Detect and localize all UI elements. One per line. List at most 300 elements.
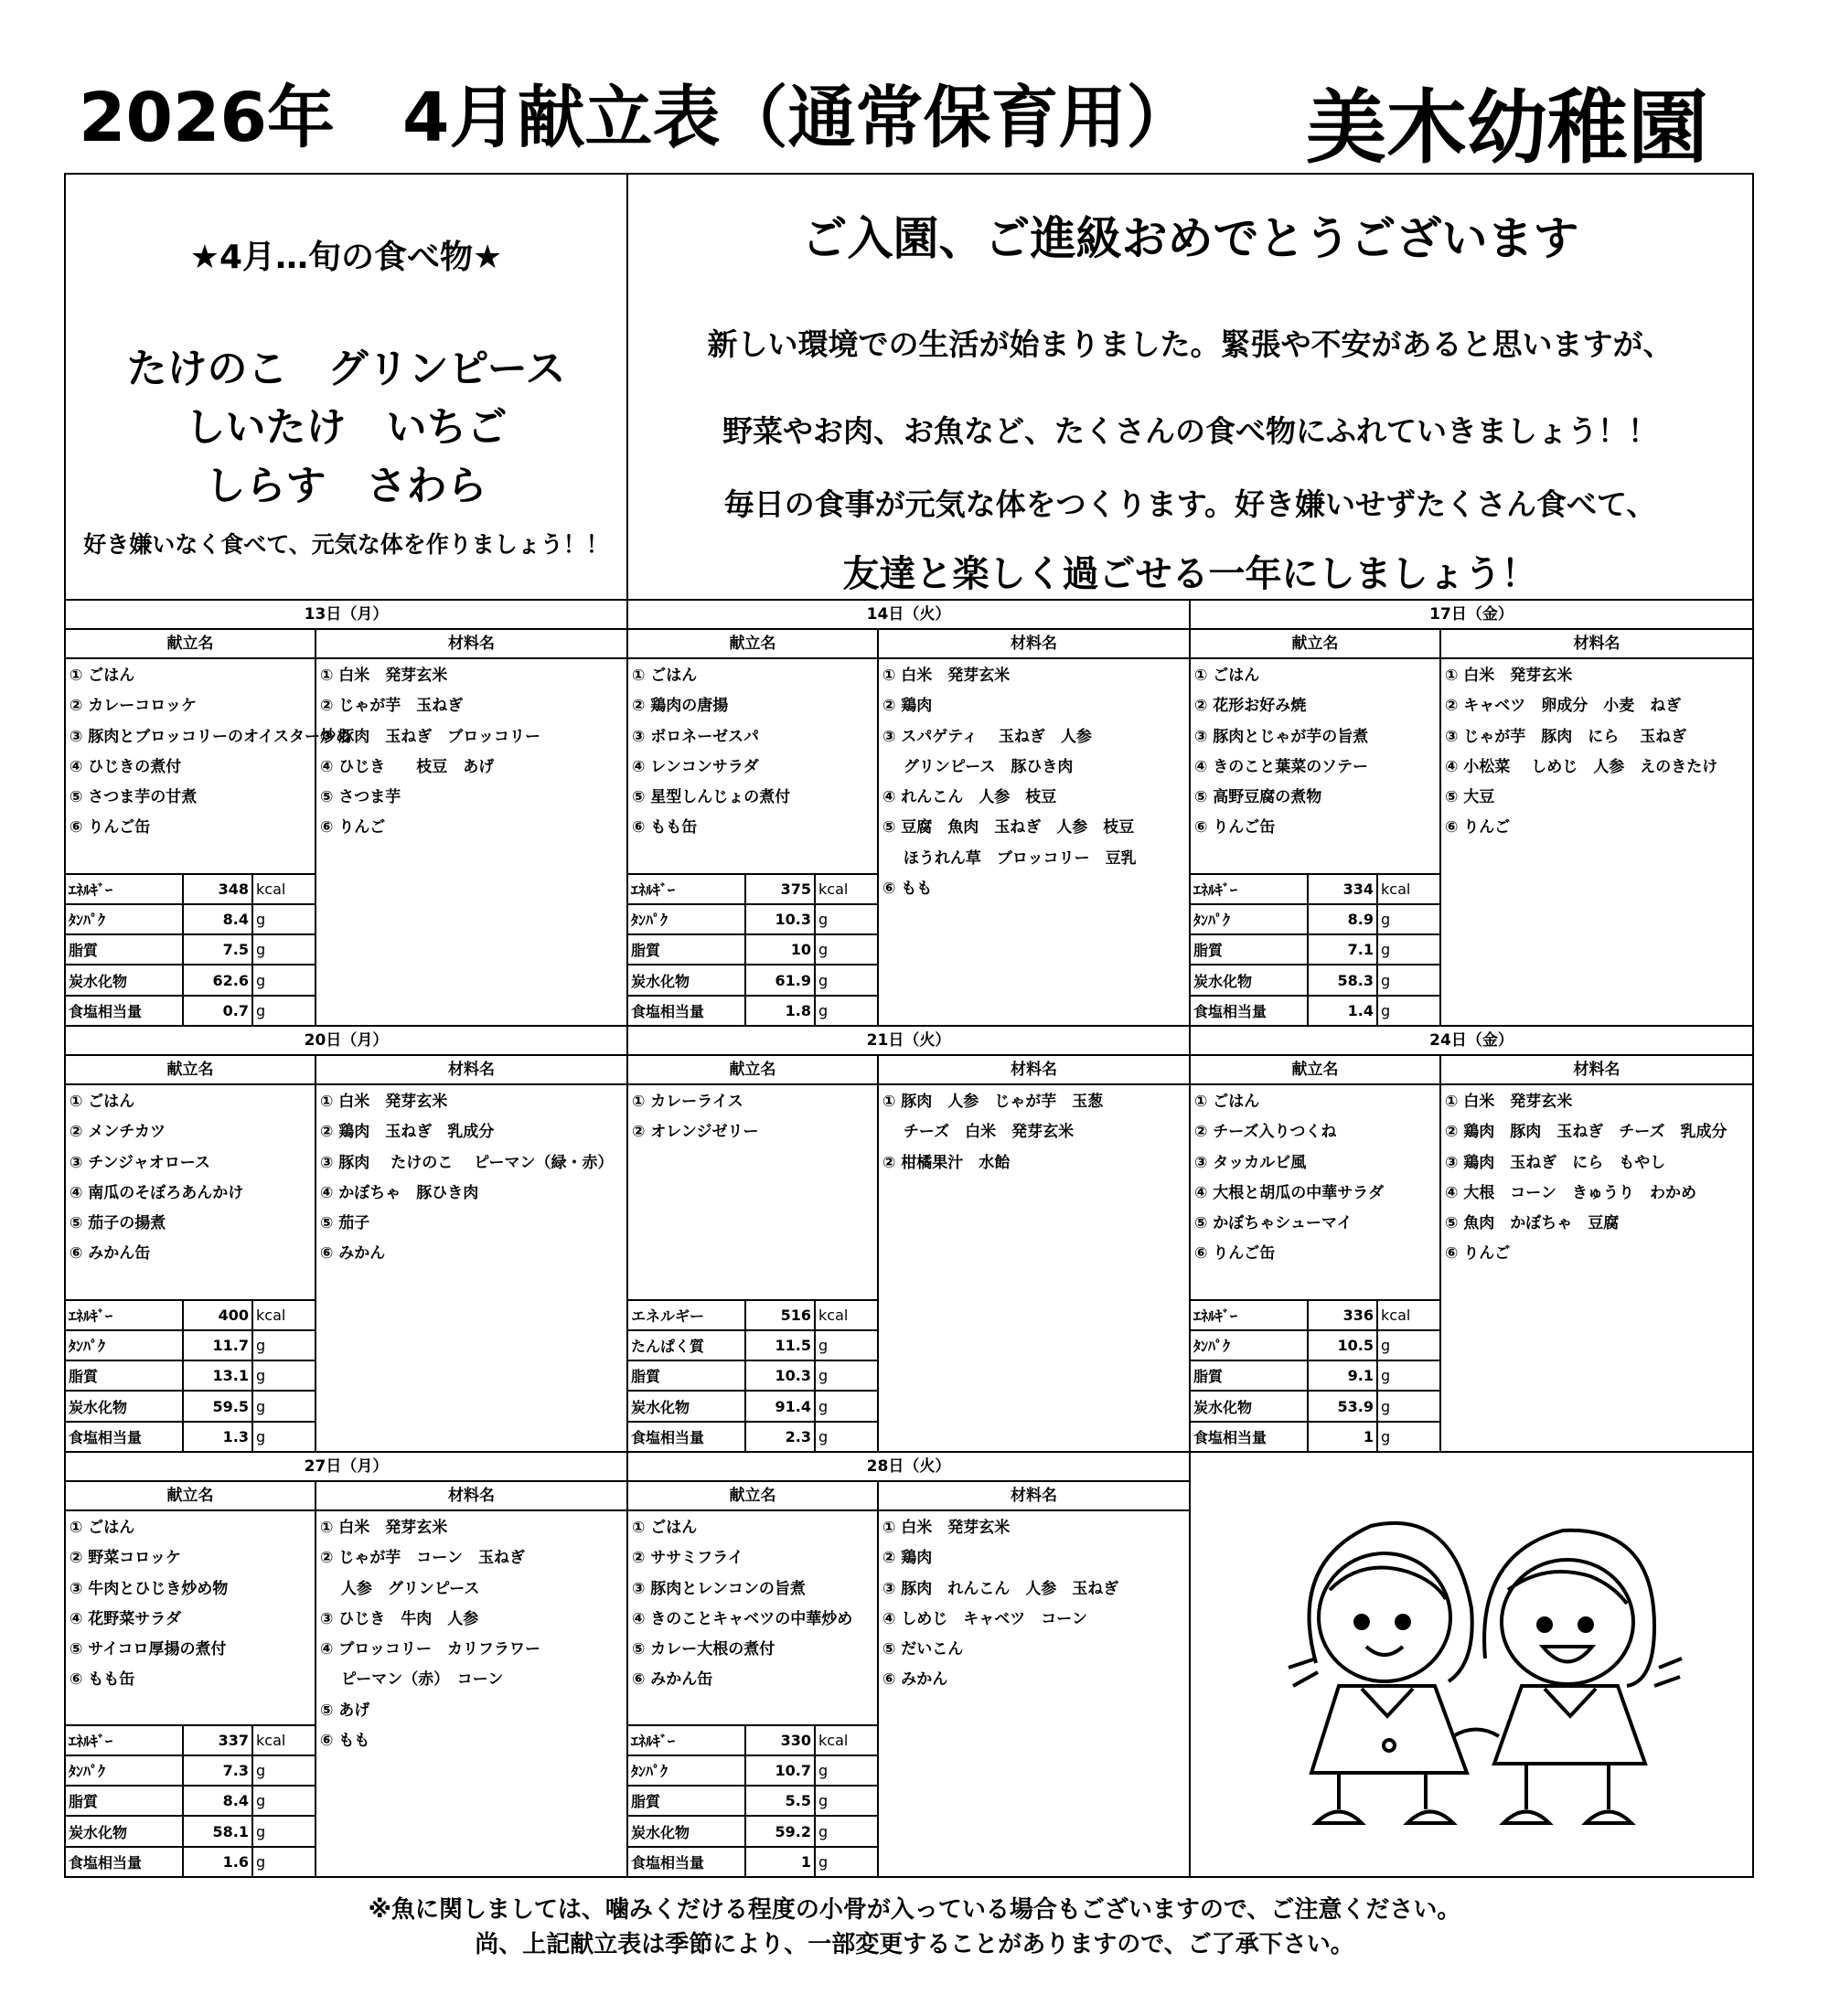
ingredient-item: ⑥ みかん [320,1244,386,1264]
nutrition-row [628,1725,877,1755]
ingredient-item: ④ かぼちゃ 豚ひき肉 [320,1183,479,1202]
ingredient-item: ⑤ だいこん [882,1640,964,1659]
ingredient-item: チーズ 白米 発芽玄米 [882,1123,1075,1142]
ingredient-item: ③ 豚肉 玉ねぎ ブロッコリー [320,727,540,746]
ingredient-item: ④ 小松菜 しめじ 人参 えのきたけ [1445,757,1718,776]
ingredient-item: ② 鶏肉 豚肉 玉ねぎ チーズ 乳成分 [1445,1123,1727,1142]
ingredients-list [316,1511,626,1756]
ingredient-item: ② 柑橘果汁 水飴 [882,1153,1011,1172]
ingredient-item: ② 鶏肉 玉ねぎ 乳成分 [320,1123,495,1142]
nutrition-value: 11.5 [745,1330,815,1360]
menu-item: ④ レンコンサラダ [632,757,759,776]
nutrition-unit: kcal [252,1725,315,1755]
nutrition-label: 脂質 [628,934,745,965]
nutrition-table [66,1299,315,1451]
day-cell [1190,1026,1753,1452]
day-date: 13日（月） [66,601,626,630]
ingredient-item: ② 鶏肉 [882,1549,933,1568]
nutrition-unit: kcal [1377,1300,1439,1330]
menu-list [1191,1085,1439,1270]
nutrition-label: 食塩相当量 [628,996,745,1025]
nutrition-row [628,1300,877,1330]
nutrition-label: ﾀﾝﾊﾟｸ [66,904,183,934]
ingredients-column [316,1056,626,1451]
nutrition-value: 7.5 [183,934,252,965]
ingredient-item: ⑥ もも [882,880,933,899]
nutrition-unit: kcal [815,1725,877,1755]
menu-item: ③ 豚肉とレンコンの旨煮 [632,1579,806,1598]
nutrition-unit: g [815,1360,877,1391]
nutrition-row [1191,965,1439,995]
menu-header: 献立名 [66,630,315,659]
menu-column [66,1482,316,1876]
nutrition-value: 61.9 [745,965,815,995]
menu-item: ④ きのことキャベツの中華炒め [632,1609,853,1628]
menu-item: ① ごはん [70,1519,135,1537]
menu-item: ⑥ もも缶 [632,818,698,837]
ingredient-item: ① 白米 発芽玄米 [1445,667,1573,685]
ingredient-item: ① 白米 発芽玄米 [1445,1093,1573,1111]
nutrition-unit: g [1377,1360,1439,1391]
nutrition-unit: g [252,904,315,934]
day-date: 17日（金） [1191,601,1752,630]
nutrition-unit: kcal [1377,874,1439,904]
nutrition-unit: g [815,1816,877,1846]
nutrition-label: 脂質 [628,1360,745,1391]
nutrition-label: 食塩相当量 [66,1847,183,1876]
nutrition-value: 59.2 [745,1816,815,1846]
day-cell [627,600,1190,1026]
menu-item: ① ごはん [70,1093,135,1111]
menu-column [66,1056,316,1451]
menu-header: 献立名 [628,1482,877,1511]
ingredient-item: ⑤ あげ [320,1701,370,1720]
ingredient-item: ③ じゃが芋 豚肉 にら 玉ねぎ [1445,727,1687,746]
menu-item: ② 鶏肉の唐揚 [632,697,729,716]
seasonal-note: 好き嫌いなく食べて、元気な体を作りましょう！！ [83,531,609,558]
nutrition-label: 脂質 [66,934,183,965]
ingredient-item: ③ 豚肉 たけのこ ピーマン（緑・赤） [320,1153,614,1172]
nutrition-row [66,1847,315,1876]
nutrition-label: ﾀﾝﾊﾟｸ [628,1755,745,1786]
nutrition-label: ｴﾈﾙｷﾞｰ [1191,874,1308,904]
nutrition-value: 336 [1308,1300,1377,1330]
ingredients-list [879,1085,1189,1179]
day-cell [627,1026,1190,1452]
ingredient-item: ① 白米 発芽玄米 [882,1519,1011,1537]
nutrition-label: 炭水化物 [66,1391,183,1421]
nutrition-value: 348 [183,874,252,904]
menu-item: ① ごはん [632,1519,698,1537]
nutrition-unit: g [252,1816,315,1846]
menu-item: ① ごはん [70,667,135,685]
ingredient-item: ほうれん草 ブロッコリー 豆乳 [882,848,1137,868]
nutrition-row [628,1816,877,1846]
nutrition-value: 11.7 [183,1330,252,1360]
nutrition-unit: g [252,1786,315,1816]
ingredients-column [316,1482,626,1876]
nutrition-unit: g [1377,965,1439,995]
ingredient-item: ④ ひじき 枝豆 あげ [320,757,495,776]
menu-list [628,659,877,844]
day-cell [1190,600,1753,1026]
ingredient-item: ① 白米 発芽玄米 [882,667,1011,685]
ingredients-list [316,659,626,844]
ingredient-item: ① 白米 発芽玄米 [320,667,448,685]
menu-item: ⑤ サイコロ厚揚の煮付 [70,1640,227,1659]
nutrition-label: 炭水化物 [628,1816,745,1846]
ingredient-item: ② じゃが芋 コーン 玉ねぎ [320,1549,525,1568]
nutrition-unit: g [1377,934,1439,965]
ingredient-item: ④ ブロッコリー カリフラワー [320,1640,540,1659]
greeting-panel [627,174,1753,600]
menu-column [628,1056,879,1451]
seasonal-foods [66,340,626,516]
menu-item: ① カレーライス [632,1093,743,1111]
nutrition-row [66,1786,315,1816]
ingredient-item: グリンピース 豚ひき肉 [882,757,1074,776]
nutrition-row [66,904,315,934]
day-date: 27日（月） [66,1453,626,1482]
ingredient-item: ④ れんこん 人参 枝豆 [882,788,1057,807]
nutrition-row [66,1391,315,1421]
menu-column [66,630,351,1025]
nutrition-label: 食塩相当量 [628,1422,745,1451]
nutrition-table [1191,873,1439,1025]
nutrition-label: 炭水化物 [628,1391,745,1421]
nutrition-value: 10.7 [745,1755,815,1786]
nutrition-unit: g [815,904,877,934]
menu-header: 献立名 [66,1482,315,1511]
nutrition-value: 13.1 [183,1360,252,1391]
menu-item: ② 野菜コロッケ [70,1549,181,1568]
nutrition-row [1191,1330,1439,1360]
menu-item: ⑥ みかん缶 [70,1244,151,1264]
nutrition-unit: g [252,1360,315,1391]
nutrition-row [1191,996,1439,1025]
menu-item: ① ごはん [1194,1093,1260,1111]
menu-item: ② オレンジゼリー [632,1123,759,1142]
menu-item: ⑤ さつま芋の甘煮 [70,788,198,807]
ingredient-item: ⑤ 茄子 [320,1214,370,1233]
ingredient-item: ⑤ 大豆 [1445,788,1495,807]
nutrition-value: 53.9 [1308,1391,1377,1421]
nutrition-unit: g [815,1391,877,1421]
nutrition-label: ｴﾈﾙｷﾞｰ [1191,1300,1308,1330]
menu-column [1191,1056,1441,1451]
ingredients-column [316,630,626,1025]
nutrition-unit: g [815,1847,877,1876]
menu-column [628,630,879,1025]
nutrition-label: ﾀﾝﾊﾟｸ [1191,904,1308,934]
menu-item: ② メンチカツ [70,1123,166,1142]
ingredients-header: 材料名 [1441,1056,1752,1085]
nutrition-row [628,965,877,995]
ingredient-item: ① 豚肉 人参 じゃが芋 玉葱 [882,1093,1104,1111]
menu-item: ⑥ もも缶 [70,1670,135,1690]
ingredient-item: ⑥ りんご [320,818,386,837]
nutrition-unit: g [815,1330,877,1360]
nutrition-value: 334 [1308,874,1377,904]
nutrition-row [1191,874,1439,904]
nutrition-row [628,874,877,904]
menu-item: ① ごはん [1194,667,1260,685]
menu-list [66,1085,315,1270]
ingredient-item: ⑥ みかん [882,1670,948,1690]
nutrition-unit: g [1377,1391,1439,1421]
seasonal-line: しらす さわら [205,463,487,509]
nutrition-value: 1.4 [1308,996,1377,1025]
nutrition-row [1191,904,1439,934]
ingredients-header: 材料名 [879,1482,1189,1511]
ingredient-item: ③ スパゲティ 玉ねぎ 人参 [882,727,1092,746]
day-cell [65,1452,627,1877]
nutrition-row [628,1391,877,1421]
menu-column [628,1482,879,1876]
ingredients-header: 材料名 [316,1482,626,1511]
menu-header: 献立名 [628,630,877,659]
nutrition-row [66,1725,315,1755]
ingredient-item: ⑤ 豆腐 魚肉 玉ねぎ 人参 枝豆 [882,818,1135,837]
nutrition-row [66,965,315,995]
ingredient-item: ① 白米 発芽玄米 [320,1093,448,1111]
nutrition-value: 62.6 [183,965,252,995]
menu-item: ② チーズ入りつくね [1194,1123,1337,1142]
nutrition-row [628,1786,877,1816]
nutrition-unit: g [252,1755,315,1786]
menu-header: 献立名 [1191,630,1439,659]
nutrition-label: 脂質 [1191,1360,1308,1391]
nutrition-table [66,1724,315,1876]
day-cell [627,1452,1190,1877]
ingredients-column [1441,1056,1752,1451]
nutrition-value: 1.3 [183,1422,252,1451]
nutrition-row [628,1847,877,1876]
ingredients-column [1441,630,1752,1025]
ingredient-item: 人参 グリンピース [320,1579,480,1598]
menu-header: 献立名 [66,1056,315,1085]
nutrition-label: ﾀﾝﾊﾟｸ [66,1755,183,1786]
nutrition-value: 9.1 [1308,1360,1377,1391]
nutrition-unit: g [815,965,877,995]
nutrition-unit: g [252,996,315,1025]
nutrition-label: ｴﾈﾙｷﾞｰ [66,1725,183,1755]
nutrition-table [628,873,877,1025]
menu-item: ⑥ りんご缶 [1194,1244,1276,1264]
menu-item: ③ チンジャオロース [70,1153,210,1172]
ingredients-column [879,630,1189,1025]
nutrition-row [66,1360,315,1391]
menu-item: ② 花形お好み焼 [1194,697,1307,716]
nutrition-value: 400 [183,1300,252,1330]
nutrition-row [1191,1360,1439,1391]
nutrition-unit: g [252,1847,315,1876]
ingredient-item: ② キャベツ 卵成分 小麦 ねぎ [1445,697,1682,716]
nutrition-unit: g [1377,996,1439,1025]
nutrition-value: 8.4 [183,904,252,934]
nutrition-unit: g [1377,1422,1439,1451]
menu-list [628,1511,877,1696]
footer-note-1: ※魚に関しましては、噛みくだける程度の小骨が入っている場合もございますので、ご注意ください。 [368,1896,1461,1924]
nutrition-label: 炭水化物 [1191,965,1308,995]
ingredients-column [879,1056,1189,1451]
day-date: 14日（火） [628,601,1189,630]
nutrition-label: 炭水化物 [66,1816,183,1846]
seasonal-heading: ★4月…旬の食べ物★ [189,239,503,276]
nutrition-row [628,934,877,965]
nutrition-row [628,1755,877,1786]
menu-item: ⑤ 高野豆腐の煮物 [1194,788,1322,807]
menu-item: ③ ボロネーゼスパ [632,727,759,746]
nutrition-label: 食塩相当量 [66,1422,183,1451]
ingredients-header: 材料名 [316,1056,626,1085]
ingredients-header: 材料名 [1441,630,1752,659]
nutrition-unit: g [815,1755,877,1786]
nutrition-value: 1 [1308,1422,1377,1451]
nutrition-value: 10.3 [745,904,815,934]
ingredient-item: ④ しめじ キャベツ コーン [882,1609,1087,1628]
greeting-message: 野菜やお肉、お魚など、たくさんの食べ物にふれていきましょう！！ [722,413,1658,449]
children-illustration [1252,1471,1691,1855]
menu-item: ⑤ カレー大根の煮付 [632,1640,775,1659]
ingredients-column [879,1482,1189,1876]
nutrition-value: 58.1 [183,1816,252,1846]
nutrition-unit: g [815,934,877,965]
nutrition-row [66,1422,315,1451]
menu-item: ③ 豚肉とブロッコリーのオイスター炒め [70,727,351,746]
menu-item: ③ 豚肉とじゃが芋の旨煮 [1194,727,1369,746]
nutrition-value: 10.3 [745,1360,815,1391]
nutrition-unit: g [815,1422,877,1451]
menu-item: ⑤ 茄子の揚煮 [70,1214,166,1233]
nutrition-value: 7.1 [1308,934,1377,965]
nutrition-label: 食塩相当量 [1191,1422,1308,1451]
menu-item: ④ ひじきの煮付 [70,757,182,776]
seasonal-food-panel [65,174,627,600]
nutrition-value: 10 [745,934,815,965]
nutrition-row [1191,1391,1439,1421]
nutrition-unit: kcal [252,874,315,904]
day-cell [65,600,627,1026]
nutrition-row [628,1360,877,1391]
day-cell [65,1026,627,1452]
page-title: 2026年 4月献立表（通常保育用） [79,79,1194,157]
menu-item: ② カレーコロッケ [70,697,197,716]
nutrition-value: 8.9 [1308,904,1377,934]
menu-item: ⑥ みかん缶 [632,1670,713,1690]
day-date: 24日（金） [1191,1027,1752,1056]
nutrition-value: 516 [745,1300,815,1330]
nutrition-unit: kcal [252,1300,315,1330]
nutrition-unit: g [252,1330,315,1360]
nutrition-row [1191,1300,1439,1330]
ingredients-header: 材料名 [879,630,1189,659]
ingredients-header: 材料名 [879,1056,1189,1085]
ingredients-list [1441,1085,1752,1270]
nutrition-row [66,996,315,1025]
nutrition-value: 91.4 [745,1391,815,1421]
nutrition-value: 8.4 [183,1786,252,1816]
ingredient-item: ④ 大根 コーン きゅうり わかめ [1445,1183,1696,1202]
nutrition-unit: g [252,965,315,995]
menu-item: ④ 花野菜サラダ [70,1609,182,1628]
menu-list [1191,659,1439,844]
nutrition-label: 脂質 [66,1360,183,1391]
nutrition-value: 330 [745,1725,815,1755]
nutrition-label: ｴﾈﾙｷﾞｰ [628,1725,745,1755]
nutrition-row [628,904,877,934]
greeting-message: 毎日の食事が元気な体をつくります。好き嫌いせずたくさん食べて、 [723,486,1657,522]
nutrition-row [628,1422,877,1451]
nutrition-label: 炭水化物 [1191,1391,1308,1421]
nutrition-label: 食塩相当量 [66,996,183,1025]
menu-header: 献立名 [1191,1056,1439,1085]
ingredients-list [879,659,1189,904]
nutrition-value: 0.7 [183,996,252,1025]
menu-item: ② ササミフライ [632,1549,743,1568]
nutrition-label: ｴﾈﾙｷﾞｰ [66,874,183,904]
nutrition-table [628,1724,877,1876]
nutrition-value: 5.5 [745,1786,815,1816]
nutrition-unit: kcal [815,874,877,904]
menu-item: ④ 南瓜のそぼろあんかけ [70,1183,244,1202]
menu-item: ① ごはん [632,667,698,685]
greeting-message: 友達と楽しく過ごせる一年にしましょう！ [842,553,1538,595]
nutrition-row [628,1330,877,1360]
ingredient-item: ③ ひじき 牛肉 人参 [320,1609,479,1628]
ingredient-item: ① 白米 発芽玄米 [320,1519,448,1537]
ingredient-item: ⑤ さつま芋 [320,788,401,807]
ingredient-item: ② じゃが芋 玉ねぎ [320,697,464,716]
nutrition-table [66,873,315,1025]
ingredients-header: 材料名 [316,630,626,659]
nutrition-label: 食塩相当量 [628,1847,745,1876]
nutrition-label: ﾀﾝﾊﾟｸ [1191,1330,1308,1360]
menu-item: ③ タッカルビ風 [1194,1153,1307,1172]
nutrition-unit: g [1377,1330,1439,1360]
menu-item: ④ 大根と胡瓜の中華サラダ [1194,1183,1385,1202]
nutrition-value: 7.3 [183,1755,252,1786]
illustration-cell [1190,1452,1753,1877]
nutrition-unit: kcal [815,1300,877,1330]
day-date: 21日（火） [628,1027,1189,1056]
menu-item: ⑤ かぼちゃシューマイ [1194,1214,1353,1233]
child-left-figure [1289,1522,1472,1822]
nutrition-label: 脂質 [628,1786,745,1816]
menu-item: ⑥ りんご缶 [1194,818,1276,837]
menu-item: ③ 牛肉とひじき炒め物 [70,1579,229,1598]
menu-header: 献立名 [628,1056,877,1085]
nutrition-value: 1.6 [183,1847,252,1876]
congrats-heading: ご入園、ご進級おめでとうございます [801,212,1579,265]
nutrition-unit: g [252,1422,315,1451]
nutrition-row [66,1330,315,1360]
nutrition-label: たんぱく質 [628,1330,745,1360]
seasonal-line: たけのこ グリンピース [126,346,566,392]
ingredient-item: ③ 豚肉 れんこん 人参 玉ねぎ [882,1579,1119,1598]
nutrition-value: 58.3 [1308,965,1377,995]
nutrition-unit: g [815,1786,877,1816]
menu-item: ⑤ 星型しんじょの煮付 [632,788,791,807]
nutrition-label: ｴﾈﾙｷﾞｰ [66,1300,183,1330]
ingredient-item: ⑤ 魚肉 かぼちゃ 豆腐 [1445,1214,1620,1233]
footer-note-2: 尚、上記献立表は季節により、一部変更することがありますので、ご了承下さい。 [475,1931,1354,1958]
nutrition-row [1191,934,1439,965]
nutrition-label: ﾀﾝﾊﾟｸ [66,1330,183,1360]
nutrition-value: 375 [745,874,815,904]
nutrition-label: 食塩相当量 [1191,996,1308,1025]
ingredient-item: ピーマン（赤） コーン [320,1670,504,1690]
